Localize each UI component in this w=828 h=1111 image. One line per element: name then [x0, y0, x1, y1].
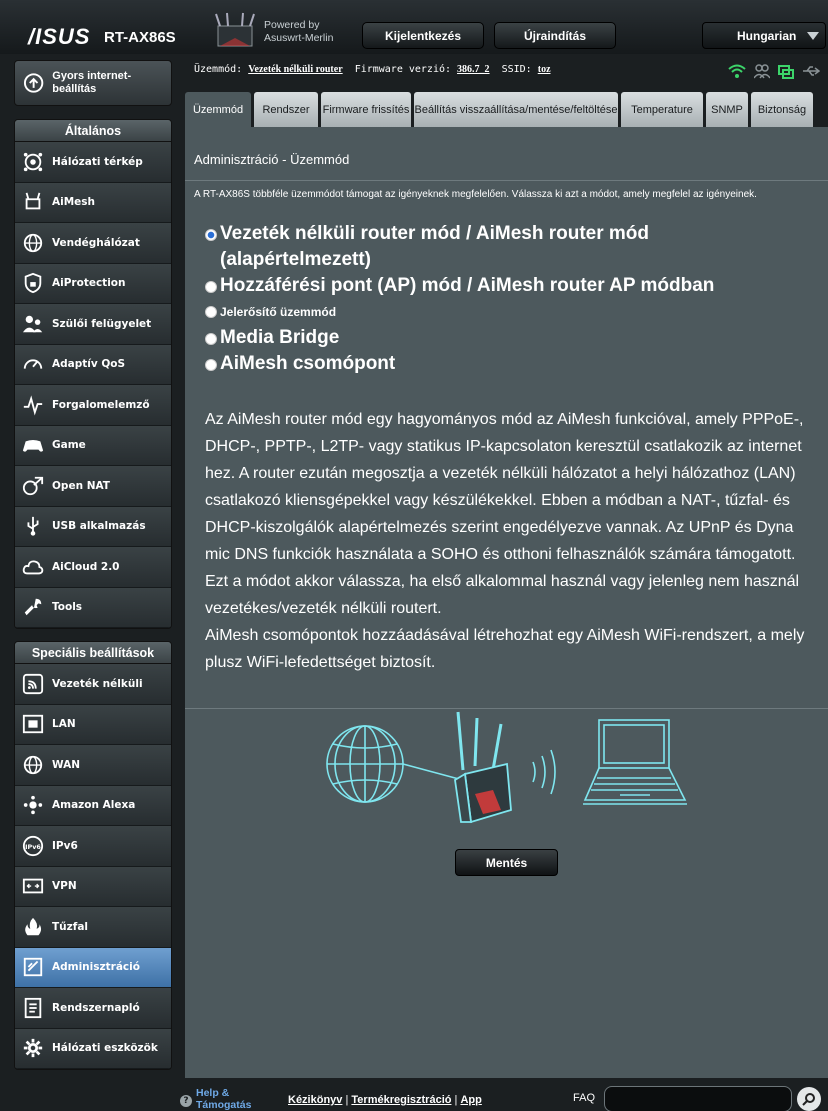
lan-icon	[21, 712, 45, 736]
advanced-menu-header: Speciális beállítások	[15, 642, 171, 664]
product-registration-link[interactable]: Termékregisztráció	[351, 1094, 452, 1106]
sidebar-item-forgalomelemzo[interactable]	[15, 385, 171, 426]
mode-option-label: AiMesh csomópont	[220, 353, 396, 374]
mode-radio-group	[205, 221, 725, 377]
general-menu	[14, 119, 172, 629]
tab-firmware-upgrade[interactable]: Firmware frissítés	[321, 92, 411, 127]
network-tools-icon	[21, 1036, 45, 1060]
sidebar-item-label: VPN	[52, 880, 77, 893]
firmware-value-link[interactable]: 386.7_2	[457, 64, 490, 75]
vpn-icon	[21, 874, 45, 898]
mode-option-label: Hozzáférési pont (AP) mód / AiMesh router AP módban	[220, 275, 715, 296]
sidebar-item-label: Hálózati térkép	[52, 155, 143, 168]
laptop-icon	[583, 720, 687, 804]
sidebar-item-rendszernaplo[interactable]	[15, 988, 171, 1029]
wrench-icon	[21, 595, 45, 619]
faq-search-button[interactable]	[797, 1087, 821, 1111]
footer	[0, 1080, 828, 1111]
language-label: Hungarian	[737, 28, 797, 43]
powered-by-line2: Asuswrt-Merlin	[264, 32, 334, 44]
sidebar-item-halozati-terkep[interactable]	[15, 142, 171, 183]
svg-text:IPv6: IPv6	[25, 842, 41, 851]
tab-temperature[interactable]: Temperature	[621, 92, 703, 127]
qos-gauge-icon	[21, 352, 45, 376]
mode-explanation	[205, 406, 805, 676]
mode-option-label: Vezeték nélküli router mód / AiMesh router mód (alapértelmezett)	[220, 223, 649, 270]
sidebar-item-aiprotection[interactable]	[15, 264, 171, 305]
top-bar	[0, 0, 828, 54]
sidebar-item-lan[interactable]	[15, 705, 171, 746]
sidebar-item-label: Open NAT	[52, 479, 110, 492]
aimesh-icon	[21, 190, 45, 214]
sidebar-item-halozati-eszkozok[interactable]	[15, 1029, 171, 1070]
help-line2: Támogatás	[196, 1099, 252, 1111]
advanced-menu	[14, 641, 172, 1070]
search-icon	[802, 1092, 816, 1106]
quick-setup-icon	[23, 72, 44, 94]
sidebar-item-open-nat[interactable]	[15, 466, 171, 507]
ssid-value-link[interactable]: toz	[537, 64, 551, 75]
sidebar-item-label: Adminisztráció	[52, 961, 140, 974]
wifi-waves-icon	[533, 750, 555, 794]
open-nat-icon	[21, 474, 45, 498]
sidebar-item-aicloud-2-0[interactable]	[15, 547, 171, 588]
mode-radio-button[interactable]	[205, 359, 217, 371]
wireless-icon	[21, 672, 45, 696]
sidebar-item-vpn[interactable]	[15, 867, 171, 908]
alexa-icon	[21, 793, 45, 817]
parental-control-icon	[21, 312, 45, 336]
administration-icon	[21, 955, 45, 979]
sidebar-item-label: AiCloud 2.0	[52, 560, 120, 573]
help-support-link[interactable]	[180, 1087, 251, 1111]
sidebar-item-usb-alkalmazas[interactable]	[15, 507, 171, 548]
explanation-paragraph-1: Az AiMesh router mód egy hagyományos mód az AiMesh funkcióval, amely PPPoE-, DHCP-, PPTP-, L2TP- vagy statikus IP-kapcsolaton keresztül csatlakozik az internethez. A router ezután megosztja a vezeték nélküli hálózatot a helyi hálózathoz (LAN) csatlakozó kliensgépekkel vagy készülékekkel. Ebben a módban a NAT-, tűzfal- és DHCP-kiszolgálók alapértelmezés szerint engedélyezve vannak. Az UPnP és Dynamic DNS funkciók használata a SOHO és otthoni felhasználók számára támogatott. Ezt a módot akkor válassza, ha első alkalommal használ vagy jelenleg nem használ vezetékes/vezeték nélküli routert.	[205, 411, 804, 617]
globe-icon	[327, 726, 403, 802]
sidebar-item-label: Tools	[52, 601, 83, 614]
page-title: Adminisztráció - Üzemmód	[194, 152, 350, 167]
link-status-icon[interactable]	[778, 63, 794, 79]
sidebar-item-szuloi-felugyelet[interactable]	[15, 304, 171, 345]
page-description: A RT-AX86S többféle üzemmódot támogat az igényeknek megfelelően. Válassza ki azt a módot, amely megfelel az igényeinek.	[194, 189, 757, 200]
sidebar-item-aimesh[interactable]	[15, 183, 171, 224]
wan-globe-icon	[21, 753, 45, 777]
cloud-icon	[21, 555, 45, 579]
sidebar-item-label: AiMesh	[52, 196, 96, 209]
gamepad-icon	[21, 433, 45, 457]
asus-logo: /ISUS	[28, 24, 91, 49]
sidebar-item-label: Forgalomelemző	[52, 398, 150, 411]
sidebar-item-label: IPv6	[52, 839, 78, 852]
ipv6-icon	[21, 834, 45, 858]
mode-value-link[interactable]: Vezeték nélküli router	[248, 64, 343, 75]
sidebar-item-label: Vezeték nélküli	[52, 677, 143, 690]
mode-option[interactable]	[205, 351, 725, 377]
chevron-down-icon	[807, 32, 819, 40]
sidebar-item-label: Vendéghálózat	[52, 236, 140, 249]
sidebar-item-label: Hálózati eszközök	[52, 1042, 158, 1055]
sidebar-item-label: Game	[52, 439, 86, 452]
tab-bar	[185, 92, 813, 127]
app-link[interactable]: App	[460, 1094, 482, 1106]
help-question-icon: ?	[180, 1095, 192, 1107]
mode-option[interactable]	[205, 273, 725, 299]
mode-radio-button[interactable]	[205, 306, 217, 318]
sidebar-item-label: WAN	[52, 758, 81, 771]
help-line1: Help &	[196, 1087, 230, 1099]
quick-internet-setup-button[interactable]	[14, 60, 172, 106]
mode-option[interactable]	[205, 299, 725, 325]
sidebar-item-adaptiv-qos[interactable]	[15, 345, 171, 386]
general-menu-header: Általános	[15, 120, 171, 142]
sidebar-item-label: LAN	[52, 718, 76, 731]
sidebar-item-tools[interactable]	[15, 588, 171, 629]
router-icon	[455, 712, 511, 822]
mode-option-label: Media Bridge	[220, 327, 340, 348]
guest-network-icon	[21, 231, 45, 255]
sidebar-item-label: Rendszernapló	[52, 1001, 140, 1014]
tab-restore-save-upload[interactable]: Beállítás visszaállítása/mentése/feltöltése	[414, 92, 618, 127]
router-thumbnail-icon	[210, 12, 258, 50]
sidebar-item-vendeghalozat[interactable]	[15, 223, 171, 264]
sidebar-item-label: Amazon Alexa	[52, 799, 136, 812]
mode-option-label: Jelerősítő üzemmód	[220, 305, 337, 319]
powered-by-line1: Powered by	[264, 19, 320, 31]
status-icons	[728, 63, 820, 79]
sidebar-item-ipv6[interactable]	[15, 826, 171, 867]
sidebar-item-label: Szülői felügyelet	[52, 317, 152, 330]
sidebar-item-vezetek-nelkuli[interactable]	[15, 664, 171, 705]
firmware-label: Firmware verzió:	[354, 64, 452, 75]
logout-button[interactable]: Kijelentkezés	[362, 22, 484, 49]
aiprotection-lock-icon	[21, 271, 45, 295]
system-log-icon	[21, 996, 45, 1020]
sidebar-item-label: USB alkalmazás	[52, 520, 146, 533]
sidebar-item-tuzfal[interactable]	[15, 907, 171, 948]
sidebar-item-game[interactable]	[15, 426, 171, 467]
clients-icon[interactable]	[754, 63, 770, 79]
ssid-label: SSID:	[501, 64, 532, 75]
content-panel	[185, 127, 828, 1078]
mode-radio-button[interactable]	[205, 281, 217, 293]
tab-system[interactable]: Rendszer	[254, 92, 318, 127]
faq-label: FAQ	[573, 1092, 596, 1104]
save-button[interactable]: Mentés	[455, 849, 558, 876]
sidebar-item-label: Adaptív QoS	[52, 358, 126, 371]
wifi-status-icon[interactable]	[728, 63, 746, 79]
language-select[interactable]	[702, 22, 826, 49]
quick-setup-label: Gyors internet-beállítás	[52, 70, 132, 95]
mode-radio-button[interactable]	[205, 229, 217, 241]
status-bar	[194, 64, 551, 75]
tab-security[interactable]: Biztonság	[751, 92, 813, 127]
footer-links: Kézikönyv | Termékregisztráció | App	[288, 1094, 482, 1106]
usb-icon	[21, 514, 45, 538]
tab-operation-mode[interactable]: Üzemmód	[185, 92, 251, 127]
mode-radio-button[interactable]	[205, 333, 217, 345]
mode-label: Üzemmód:	[194, 64, 243, 75]
usb-status-icon[interactable]	[802, 63, 820, 79]
powered-by	[264, 19, 333, 45]
traffic-analyzer-icon	[21, 393, 45, 417]
firewall-icon	[21, 915, 45, 939]
divider	[185, 708, 828, 709]
sidebar-item-amazon-alexa[interactable]	[15, 786, 171, 827]
reboot-button[interactable]: Újraindítás	[494, 22, 616, 49]
network-map-icon	[21, 150, 45, 174]
divider	[185, 180, 828, 181]
mode-option[interactable]	[205, 325, 725, 351]
explanation-paragraph-2: AiMesh csomópontok hozzáadásával létrehozhat egy AiMesh WiFi-rendszert, a mely plusz WiFi-lefedettséget biztosít.	[205, 627, 805, 671]
sidebar-item-wan[interactable]	[15, 745, 171, 786]
tab-snmp[interactable]: SNMP	[706, 92, 748, 127]
sidebar-item-adminisztracio[interactable]	[15, 948, 171, 989]
mode-option[interactable]	[205, 221, 725, 273]
sidebar-item-label: AiProtection	[52, 277, 126, 290]
router-model: RT-AX86S	[104, 29, 176, 46]
router-mode-illustration	[315, 710, 705, 826]
faq-search-input[interactable]	[604, 1086, 792, 1111]
sidebar-item-label: Tűzfal	[52, 920, 89, 933]
manual-link[interactable]: Kézikönyv	[288, 1094, 343, 1106]
